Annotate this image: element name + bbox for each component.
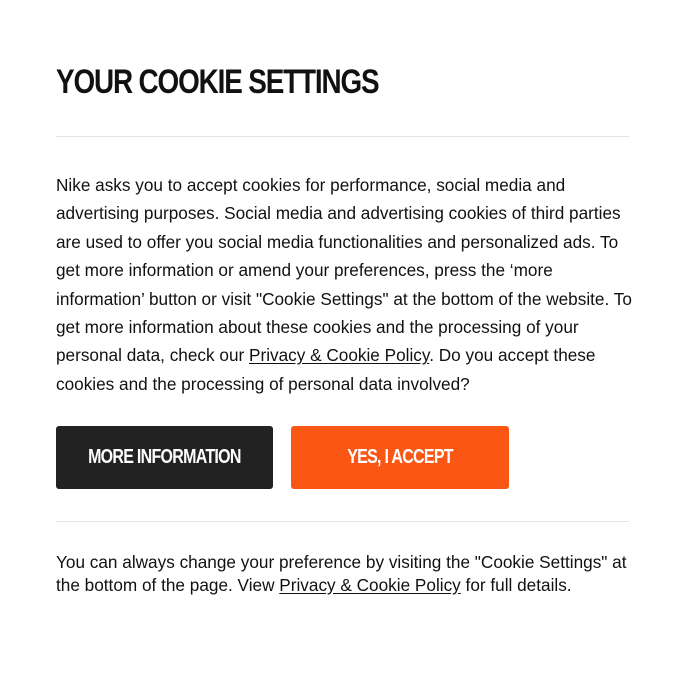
- cookie-description: [56, 171, 636, 398]
- privacy-cookie-policy-link[interactable]: Privacy & Cookie Policy: [249, 345, 430, 366]
- accept-cookies-button[interactable]: [291, 426, 509, 489]
- footer-divider: [56, 521, 629, 522]
- preference-note-text: You can always change your preference by visiting the "Cookie Settings" at the bottom of the page. View: [56, 552, 627, 595]
- more-information-button[interactable]: [56, 426, 273, 489]
- dialog-title: YOUR COOKIE SETTINGS: [56, 63, 379, 101]
- accept-cookies-label: YES, I ACCEPT: [347, 446, 453, 469]
- title-divider: [56, 136, 629, 137]
- cookie-description-text-end: . Do you accept these cookies and the processing of personal data involved?: [56, 345, 596, 394]
- preference-note-text-end: for full details.: [460, 574, 572, 595]
- cookie-description-text: Nike asks you to accept cookies for performance, social media and advertising purposes. Social media and advertising cookies of third parties are used to offer you social media functionalities and personalized ads. To get more information or amend your preferences, press the ‘more information’ button or visit "Cookie Settings" at the bottom of the website. To get more information about these cookies and the processing of your personal data, check our: [56, 175, 632, 366]
- dialog-actions: [56, 426, 629, 489]
- more-information-label: MORE INFORMATION: [88, 446, 241, 469]
- preference-note: [56, 551, 636, 596]
- footer-privacy-cookie-policy-link[interactable]: Privacy & Cookie Policy: [279, 574, 461, 595]
